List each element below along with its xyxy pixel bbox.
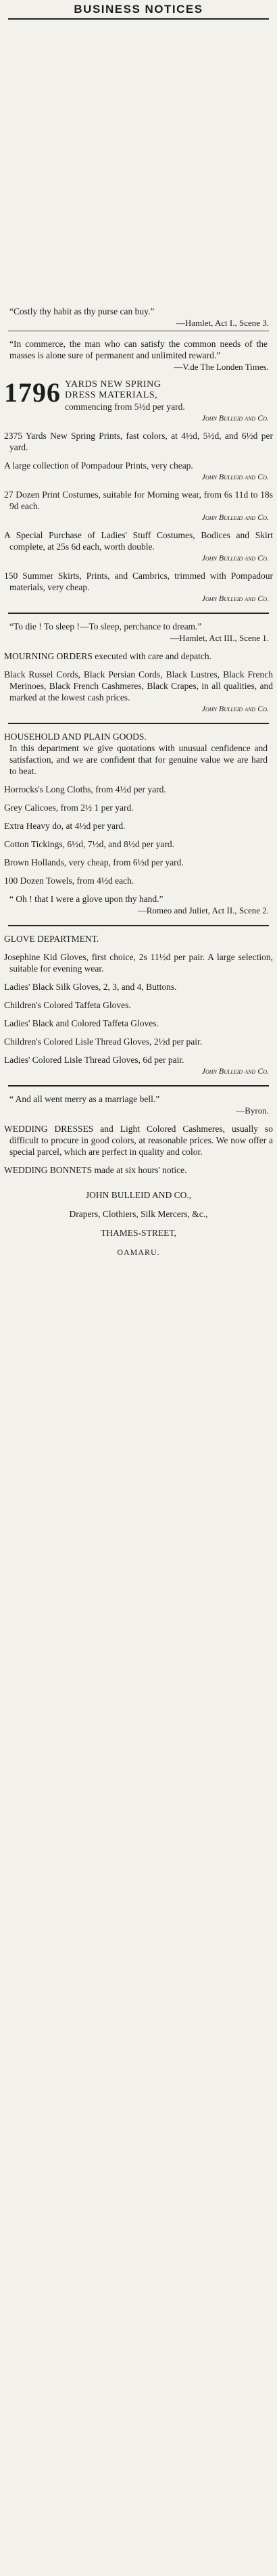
summer-skirts-ad xyxy=(4,570,273,604)
quote-byron xyxy=(4,1093,273,1116)
footer-name: JOHN BULLEID AND CO., xyxy=(85,1190,192,1200)
ad-text: 150 Summer Skirts, Prints, and Cambrics, trimmed with Pompadour materials, very cheap. xyxy=(4,571,273,592)
glove-item: Ladies' Black and Colored Taffeta Gloves. xyxy=(4,1018,159,1028)
divider xyxy=(8,723,269,724)
quote-attribution: —Romeo and Juliet, Act II., Scene 2. xyxy=(137,905,269,915)
quote-hamlet-act1 xyxy=(4,306,273,329)
stuff-costumes-ad xyxy=(4,529,273,563)
ad-signature: John Bulleid and Co. xyxy=(201,553,269,563)
column-header: BUSINESS NOTICES xyxy=(74,3,203,16)
ad-signature: John Bulleid and Co. xyxy=(201,512,269,522)
divider xyxy=(8,613,269,614)
footer-trade: Drapers, Clothiers, Silk Mercers, &c., xyxy=(69,1209,208,1219)
business-notices-column xyxy=(4,0,273,1258)
household-heading: HOUSEHOLD AND PLAIN GOODS. xyxy=(4,732,147,742)
spring-dress-materials-ad xyxy=(4,379,273,423)
quote-text: “To die ! To sleep !—To sleep, perchance to dream.” xyxy=(9,621,202,631)
household-intro: In this department we give quotations with unusual cenfidence and satisfaction, and we are confident that for genuine value we are hard to beat. xyxy=(9,743,268,776)
glove-item: Children's Colored Taffeta Gloves. xyxy=(4,1000,131,1010)
glove-item: Josephine Kid Gloves, first choice, 2s 11½d per pair. A large selection, suitable for evening wear. xyxy=(4,952,273,974)
quote-romeo-juliet xyxy=(4,893,273,916)
ad-text: 27 Dozen Print Costumes, suitable for Morning wear, from 6s 11d to 18s 9d each. xyxy=(4,490,273,511)
ad-signature: John Bulleid and Co. xyxy=(201,413,269,423)
ad-signature: John Bulleid and Co. xyxy=(201,472,269,481)
household-item: Cotton Tickings, 6½d, 7½d, and 8½d per yard. xyxy=(4,839,174,849)
glove-department-section xyxy=(4,933,273,1076)
ad-line-2: DRESS MATERIALS, xyxy=(65,390,158,400)
quote-hamlet-act3 xyxy=(4,621,273,644)
quote-text: “ Oh ! that I were a glove upon thy hand.” xyxy=(9,894,163,904)
footer-town: OAMARU. xyxy=(117,1247,160,1257)
divider xyxy=(8,1085,269,1087)
mourning-heading: MOURNING ORDERS executed with care and depatch. xyxy=(4,651,212,661)
ad-signature: John Bulleid and Co. xyxy=(201,594,269,603)
quote-attribution: —Hamlet, Act I., Scene 3. xyxy=(176,318,269,328)
quote-attribution: —Byron. xyxy=(236,1105,269,1116)
quote-london-times xyxy=(4,338,273,373)
header-rule xyxy=(8,18,269,20)
glove-item: Ladies' Black Silk Gloves, 2, 3, and 4, Buttons. xyxy=(4,982,177,992)
household-item: Extra Heavy do, at 4½d per yard. xyxy=(4,821,126,831)
mourning-orders-ad xyxy=(4,650,273,714)
footer-block xyxy=(4,1189,273,1258)
ad-line-3: commencing from 5½d per yard. xyxy=(65,402,185,412)
household-item: Grey Calicoes, from 2½ 1 per yard. xyxy=(4,803,134,813)
ad-text: A Special Purchase of Ladies' Stuff Costumes, Bodices and Skirt complete, at 25s 6d each, worth double. xyxy=(4,530,273,552)
footer-street: THAMES-STREET, xyxy=(101,1228,176,1238)
glove-item: Ladies' Colored Lisle Thread Gloves, 6d per pair. xyxy=(4,1055,184,1065)
ad-signature: John Bulleid and Co. xyxy=(201,704,269,713)
prints-ad xyxy=(4,430,273,453)
glove-heading: GLOVE DEPARTMENT. xyxy=(4,934,99,944)
pompadour-ad xyxy=(4,460,273,482)
household-goods-section xyxy=(4,731,273,886)
ad-text: 2375 Yards New Spring Prints, fast colors, at 4½d, 5½d, and 6½d per yard. xyxy=(4,431,273,452)
quote-attribution: —V.de The Londen Times. xyxy=(174,362,269,372)
wedding-bonnets: WEDDING BONNETS made at six hours' notice. xyxy=(4,1165,187,1175)
quote-text: “ And all went merry as a marriage bell.” xyxy=(9,1094,160,1104)
mourning-text: Black Russel Cords, Black Persian Cords, Black Lustres, Black French Merinoes, Black French Cashmeres, Black Crapes, in all qualities, and marked at the lowest cash prices. xyxy=(4,669,273,702)
quote-attribution: —Hamlet, Act III., Scene 1. xyxy=(170,633,269,643)
quote-text: “In commerce, the man who can satisfy the common needs of the masses is alone sure of permanent and unlimited reward.” xyxy=(9,339,268,360)
blank-space xyxy=(4,22,273,306)
quote-text: “Costly thy habit as thy purse can buy.” xyxy=(9,306,155,316)
print-costumes-ad xyxy=(4,489,273,523)
wedding-section xyxy=(4,1123,273,1176)
ad-text: A large collection of Pompadour Prints, very cheap. xyxy=(4,460,193,471)
ad-quantity: 1796 xyxy=(4,379,61,408)
household-item: Horrocks's Long Cloths, from 4½d per yard. xyxy=(4,784,166,794)
glove-item: Children's Colored Lisle Thread Gloves, 2½d per pair. xyxy=(4,1036,203,1047)
household-item: 100 Dozen Towels, from 4½d each. xyxy=(4,876,134,886)
ad-line-1: YARDS NEW SPRING xyxy=(65,379,161,389)
divider xyxy=(8,925,269,926)
wedding-dresses: WEDDING DRESSES and Light Colored Cashmeres, usually so difficult to procure in good colors, at reasonable prices. We now offer a special parcel, which are perfect in quality and color. xyxy=(4,1124,273,1157)
ad-signature: John Bulleid and Co. xyxy=(201,1066,269,1076)
household-item: Brown Hollands, very cheap, from 6½d per yard. xyxy=(4,857,184,867)
